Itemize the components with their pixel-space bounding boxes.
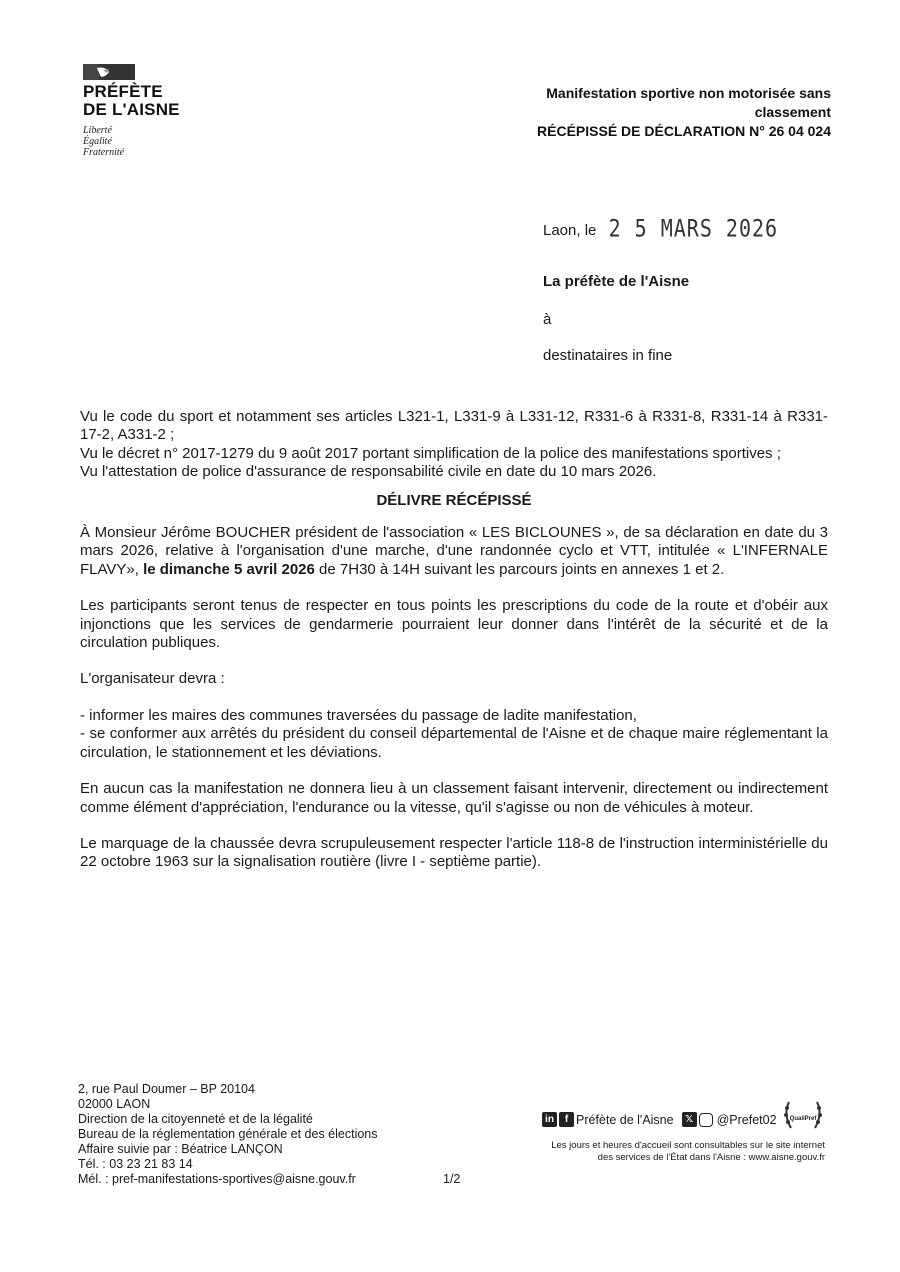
access-line1: Les jours et heures d'accueil sont consultables sur le site internet <box>551 1140 825 1151</box>
receipt-number: RÉCÉPISSÉ DE DÉCLARATION N° 26 04 024 <box>537 123 831 139</box>
bureau: Bureau de la réglementation générale et des élections <box>78 1127 378 1141</box>
list-item: - se conformer aux arrêtés du président du conseil départemental de l'Aisne et de chaque maire réglementant la circulation, le stationnement et les déviations. <box>80 725 828 761</box>
instagram-icon[interactable] <box>699 1113 713 1127</box>
social-account-name: Préfète de l'Aisne <box>576 1112 674 1127</box>
facebook-icon[interactable]: f <box>559 1112 574 1127</box>
declaration-text: À Monsieur Jérôme BOUCHER président de l'association « LES BICLOUNES », de sa déclaration en date du 3 mars 2026, relative à l'organisation d'une marche, d'une randonnée cyclo et VTT, intitulée « L'INFERNALE FLAVY», <box>80 524 828 578</box>
republic-motto <box>83 125 193 158</box>
linkedin-icon[interactable]: in <box>542 1112 557 1127</box>
address-line1: 2, rue Paul Doumer – BP 20104 <box>78 1082 255 1096</box>
qualipref-label: QualiPref <box>789 1116 817 1122</box>
address-line2: 02000 LAON <box>78 1097 151 1111</box>
motto-egalite: Égalité <box>83 136 112 147</box>
opening-hours-note <box>525 1140 825 1164</box>
prefecture-name-line2: DE L'AISNE <box>83 100 180 119</box>
case-handler: Affaire suivie par : Béatrice LANÇON <box>78 1142 283 1156</box>
marianne-icon <box>83 64 135 80</box>
prefecture-name <box>83 83 193 119</box>
social-handle: @Prefet02 <box>716 1112 777 1127</box>
x-icon[interactable]: 𝕏 <box>682 1112 697 1127</box>
paragraph-organisateur: L'organisateur devra : <box>80 670 225 688</box>
date-place: Laon, le <box>543 222 597 239</box>
section-title: DÉLIVRE RÉCÉPISSÉ <box>376 491 532 509</box>
vu-code-sport: Vu le code du sport et notamment ses articles L321-1, L331-9 à L331-12, R331-6 à R331-8, R331-14 à R331-17-2, A331-2 ; <box>80 408 828 444</box>
motto-liberte: Liberté <box>83 125 112 136</box>
prefecture-name-line1: PRÉFÈTE <box>83 82 163 101</box>
date-stamp: 2 5 MARS 2026 <box>608 213 779 243</box>
marianne-logo <box>83 64 193 158</box>
sender: La préfète de l'Aisne <box>543 273 690 290</box>
document-header <box>491 84 831 141</box>
to-label: à <box>543 311 552 328</box>
paragraph-declaration <box>80 524 828 579</box>
paragraph-classement: En aucun cas la manifestation ne donnera lieu à un classement faisant intervenir, directement ou indirectement comme élément d'appréciation, l'endurance ou la vitesse, qu'il s'agisse ou non de véhicules à moteur. <box>80 780 828 816</box>
paragraph-marquage: Le marquage de la chaussée devra scrupuleusement respecter l'article 118-8 de l'instruction interministérielle du 22 octobre 1963 sur la signalisation routière (livre I - septième partie). <box>80 834 828 871</box>
document-body <box>80 408 828 872</box>
paragraph-participants: Les participants seront tenus de respecter en tous points les prescriptions du code de la route et d'obéir aux injonctions que les services de gendarmerie pourraient leur donner dans l'intérêt de la sécurité et de la circulation publiques. <box>80 597 828 652</box>
qualipref-laurel-icon <box>779 1096 827 1134</box>
access-line2: des services de l'État dans l'Aisne : www.aisne.gouv.fr <box>597 1152 825 1163</box>
date-line <box>543 213 779 243</box>
vu-decret: Vu le décret n° 2017-1279 du 9 août 2017 portant simplification de la police des manifestations sportives ; <box>80 444 781 462</box>
vu-attestation: Vu l'attestation de police d'assurance de responsabilité civile en date du 10 mars 2026. <box>80 463 657 481</box>
motto-fraternite: Fraternité <box>83 147 125 158</box>
declaration-text-end: de 7H30 à 14H suivant les parcours joints en annexes 1 et 2. <box>314 560 725 578</box>
phone: Tél. : 03 23 21 83 14 <box>78 1157 193 1171</box>
email[interactable]: Mél. : pref-manifestations-sportives@aisne.gouv.fr <box>78 1172 356 1186</box>
page-number: 1/2 <box>443 1172 461 1186</box>
social-links <box>542 1112 777 1127</box>
direction: Direction de la citoyenneté et de la légalité <box>78 1112 313 1126</box>
header-subject-line2: classement <box>754 104 831 120</box>
event-date: le dimanche 5 avril 2026 <box>143 560 315 578</box>
recipients: destinataires in fine <box>543 347 673 364</box>
footer-contact <box>78 1082 378 1187</box>
list-item: - informer les maires des communes traversées du passage de ladite manifestation, <box>80 706 637 724</box>
header-subject-line1: Manifestation sportive non motorisée sans <box>546 85 831 101</box>
